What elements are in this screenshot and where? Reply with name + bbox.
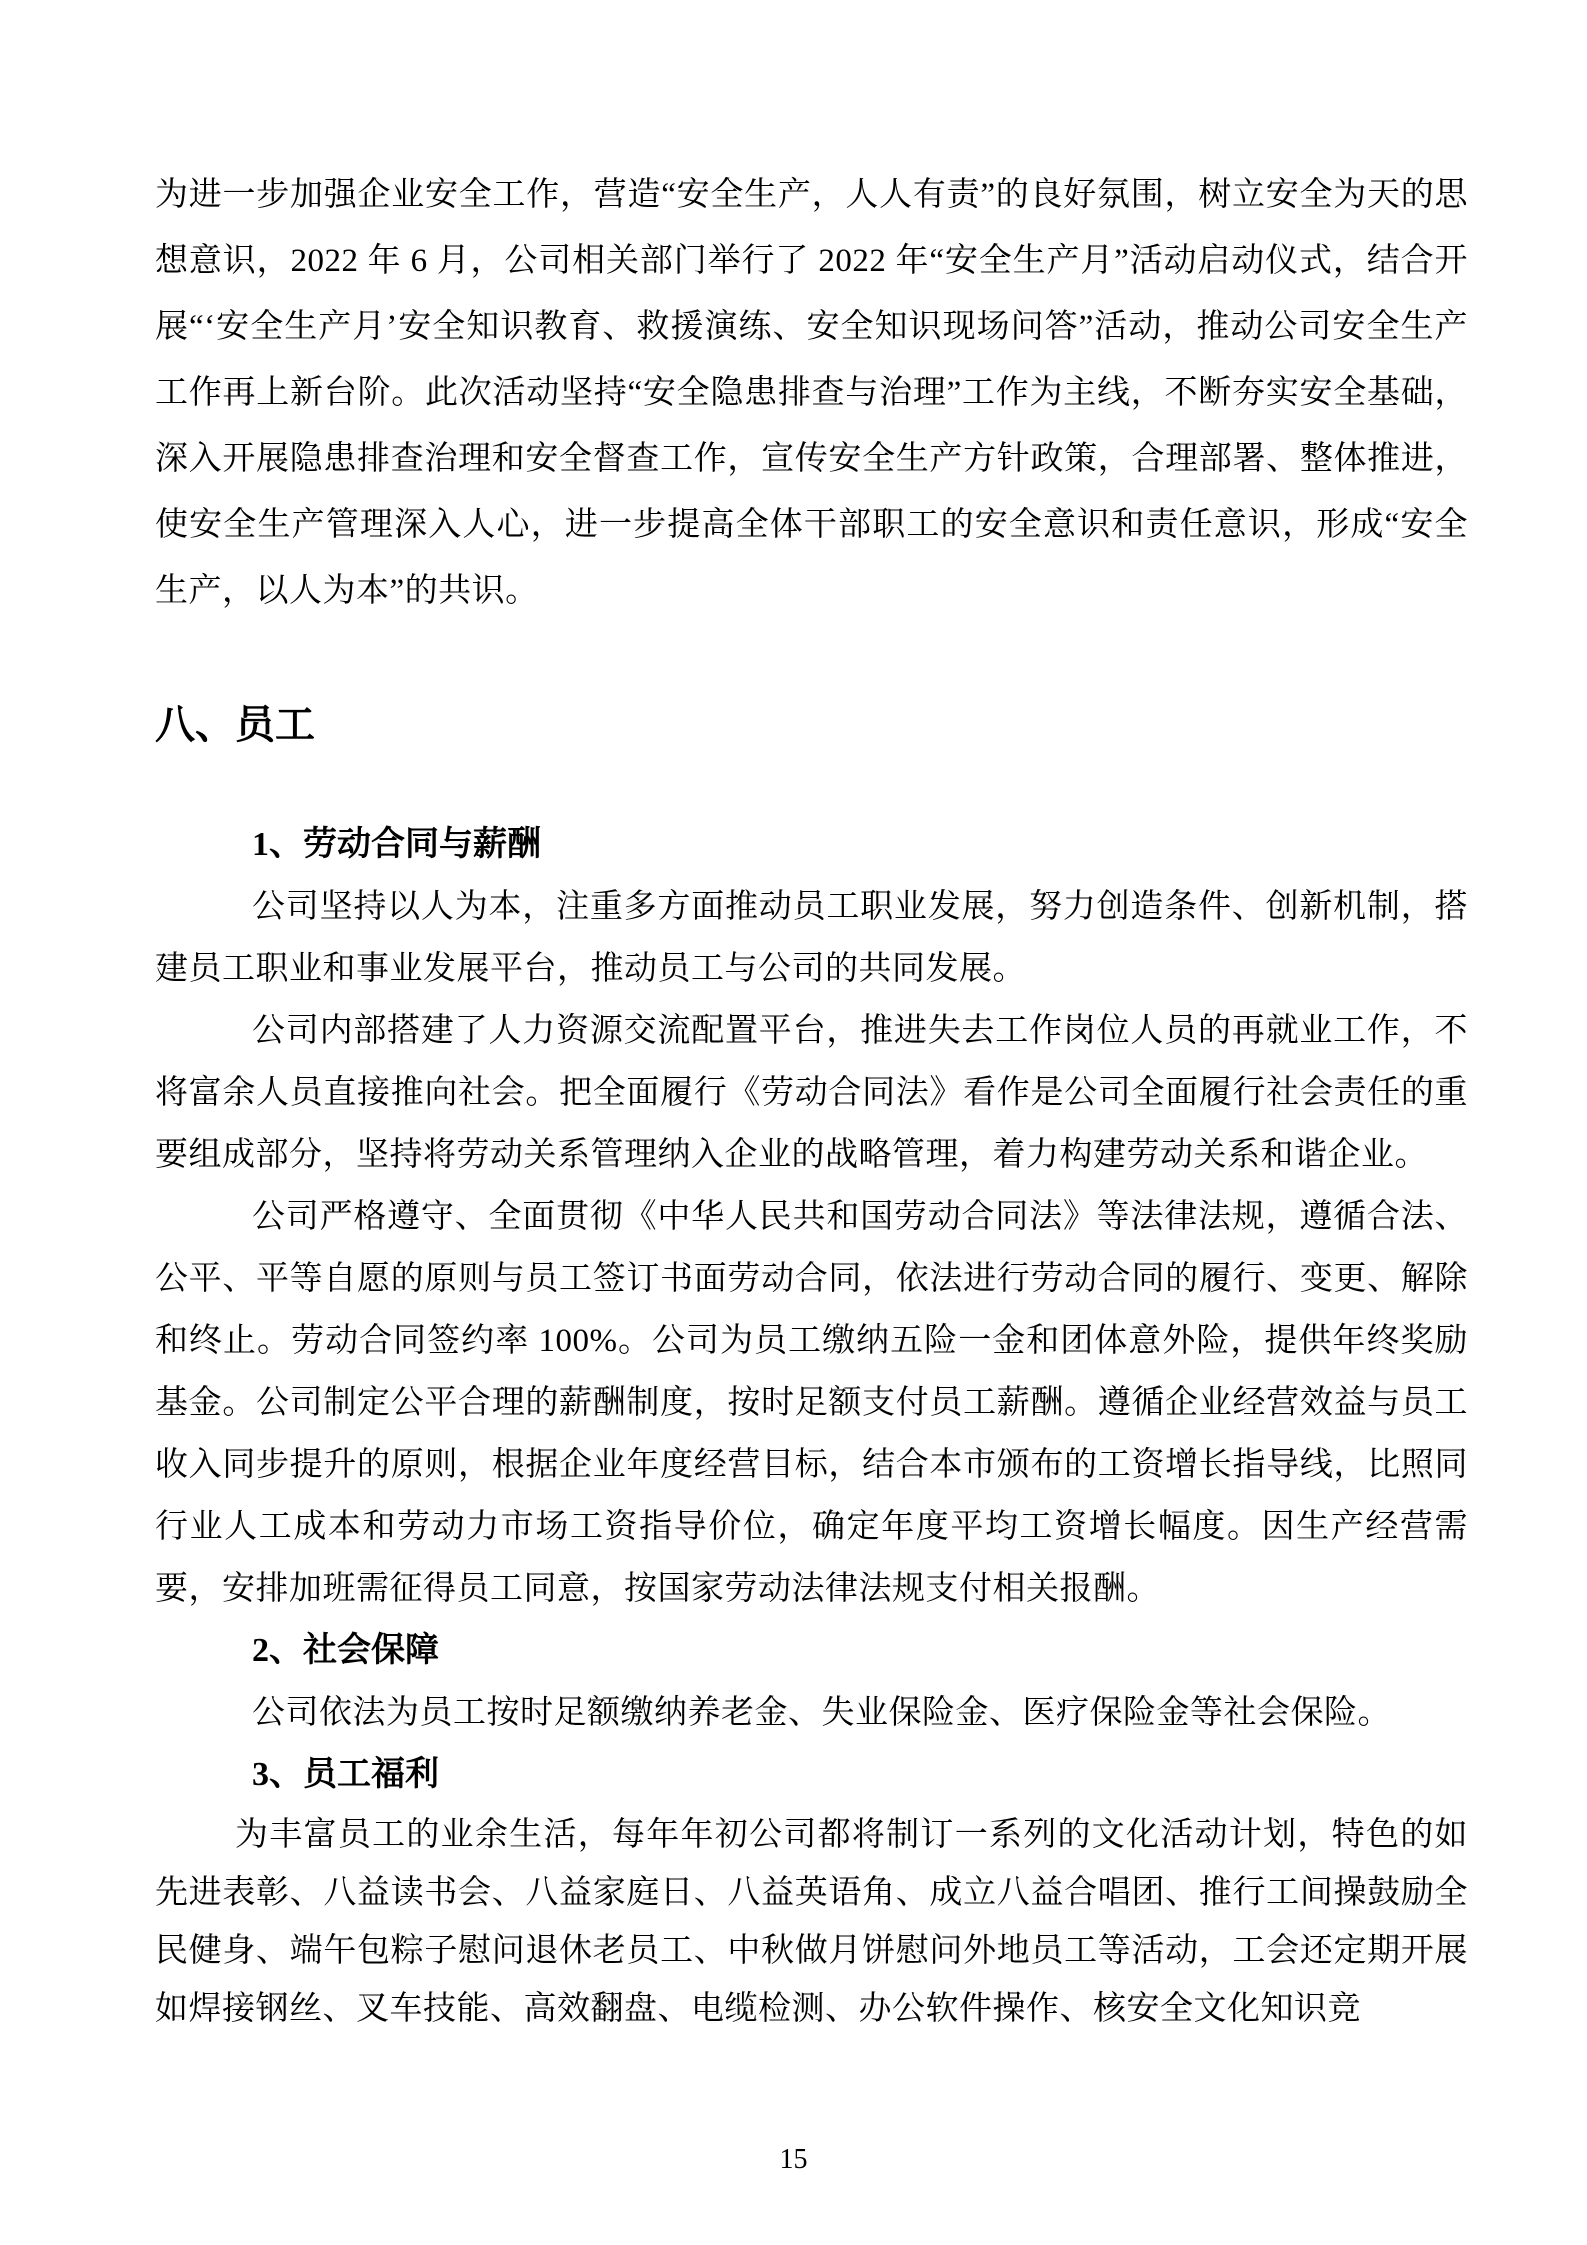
paragraph-social-insurance: 公司依法为员工按时足额缴纳养老金、失业保险金、医疗保险金等社会保险。	[252, 1695, 1391, 1731]
page-content	[155, 162, 1468, 2038]
subsection-heading-labor-contract: 1、劳动合同与薪酬	[252, 826, 541, 863]
paragraph-career-development: 公司坚持以人为本，注重多方面推动员工职业发展，努力创造条件、创新机制，搭建员工职业和事业发展平台，推动员工与公司的共同发展。	[155, 889, 1468, 987]
section-title: 八、员工	[155, 702, 315, 747]
subsection-heading-social-security: 2、社会保障	[252, 1632, 439, 1669]
paragraph-hr-platform: 公司内部搭建了人力资源交流配置平台，推进失去工作岗位人员的再就业工作，不将富余人员直接推向社会。把全面履行《劳动合同法》看作是公司全面履行社会责任的重要组成部分，坚持将劳动关系管理纳入企业的战略管理，着力构建劳动关系和谐企业。	[155, 1013, 1468, 1173]
paragraph-labor-law-compliance: 公司严格遵守、全面贯彻《中华人民共和国劳动合同法》等法律法规，遵循合法、公平、平等自愿的原则与员工签订书面劳动合同，依法进行劳动合同的履行、变更、解除和终止。劳动合同签约率 100%。公司为员工缴纳五险一金和团体意外险，提供年终奖励基金。公司制定公平合理的薪酬制度，按时足额支付员工薪酬。遵循企业经营效益与员工收入同步提升的原则，根据企业年度经营目标，结合本市颁布的工资增长指导线，比照同行业人工成本和劳动力市场工资指导价位，确定年度平均工资增长幅度。因生产经营需要，安排加班需征得员工同意，按国家劳动法律法规支付相关报酬。	[155, 1199, 1468, 1607]
paragraph-cultural-activities: 为丰富员工的业余生活，每年年初公司都将制订一系列的文化活动计划，特色的如先进表彰、八益读书会、八益家庭日、八益英语角、成立八益合唱团、推行工间操鼓励全民健身、端午包粽子慰问退休老员工、中秋做月饼慰问外地员工等活动，工会还定期开展如焊接钢丝、叉车技能、高效翻盘、电缆检测、办公软件操作、核安全文化知识竞	[155, 1817, 1468, 2027]
intro-paragraph: 为进一步加强企业安全工作，营造“安全生产，人人有责”的良好氛围，树立安全为天的思想意识，2022 年 6 月，公司相关部门举行了 2022 年“安全生产月”活动启动仪式，结合开展“‘安全生产月’安全知识教育、救援演练、安全知识现场问答”活动，推动公司安全生产工作再上新台阶。此次活动坚持“安全隐患排查与治理”工作为主线，不断夯实安全基础，深入开展隐患排查治理和安全督查工作，宣传安全生产方针政策，合理部署、整体推进，使安全生产管理深入人心，进一步提高全体干部职工的安全意识和责任意识，形成“安全生产，以人为本”的共识。	[155, 177, 1468, 609]
subsection-heading-employee-benefits: 3、员工福利	[252, 1756, 439, 1793]
page-number-label: 15	[779, 2144, 808, 2175]
